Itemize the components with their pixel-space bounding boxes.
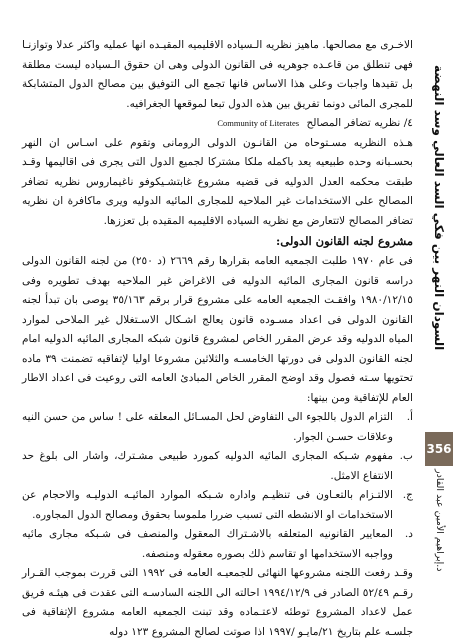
author-name: د.إبراهيم الأمين عبد القادر <box>434 468 445 572</box>
list-item-marker: ج. <box>402 489 413 501</box>
list-item-text: الالتـزام بالتعـاون فى تنظيـم واداره شـبكه الموارد المائيـه الدوليـه والاحجام عن الاستخدامات او الانشطه التى تسبب ضررا ملموسا بحقوق ومصالح الدول المجاوره. <box>22 489 393 521</box>
page-number: 356 <box>425 432 453 466</box>
list-item-marker: ب. <box>399 450 413 462</box>
principles-list <box>22 408 413 564</box>
list-item <box>22 408 413 447</box>
section-heading: مشروع لجنه القانون الدولى: <box>276 234 413 248</box>
book-title: السودان النهر بين فكي السد العالي وسد النهضة <box>432 64 446 351</box>
list-item <box>22 486 413 525</box>
subheading-arabic: ٤/ نظريه تضافر المصالح <box>306 117 413 129</box>
list-item <box>22 447 413 486</box>
list-item-marker: أ. <box>406 411 413 423</box>
side-strip <box>425 0 453 640</box>
page-body <box>22 36 413 642</box>
list-item-text: المعايير القانونيه المتعلقه بالاشـتراك المعقول والمنصف فى شـبكه مجارى مائيه وواجبه الاستخدامها او تقاسم ذلك بصوره معقوله ومنصفه. <box>22 528 393 560</box>
subheading-english: Community of Literates <box>217 118 300 128</box>
list-item-marker: د. <box>404 528 413 540</box>
list-item-text: التزام الدول باللجوء الى التفاوض لحل المسـائل المعلقه على ! ساس من حسن النيه وعلاقات حسـن الجوار. <box>22 411 393 443</box>
paragraph-3: فى عام ١٩٧٠ طلبت الجمعيه العامه بقرارها رقم ٢٦٦٩ (د ٢٥٠) من لجنه القانون الدولى دراسه قانون المجارى المائيه الدوليه فى الاغراض غير الملاحيه بهدف تطويره وفى ١٩٨٠/١٢/١٥ وافقـت الجمعيه العامه على مشروع قرار برقم ٣٥/١٦٣ يوصى بان تبدأ لجنه القانون الدولى فى اعداد مسـوده قانون يعالج اشـكال الاسـتغلال غير الملاحى لموارد المياه الدوليه وقد عرض المقرر الخاص لمشروع قانون شبكه المجارى المائيه الدوليه امام لجنه القانون الدولى فى دورتها الخامسـه والثلاثين مشروعا اوليا لإتفاقيه تضمنت ٣٩ ماده تحتويها سـته فصول وقد اوضح المقرر الخاص المبادئ العامه التى روعيت فى اعداد الاطار العام للإتفاقية ومن بينها: <box>22 255 413 404</box>
list-item-text: مفهوم شـبكه المجارى المائيه الدوليه كمورد طبيعى مشـترك، واشار الى بلوغ حد الانتفاع الامثل. <box>22 450 393 482</box>
subheading <box>22 114 413 134</box>
paragraph-1: الاخـرى مع مصالحها. ماهيز نظريه الـسياده الاقليميه المقيـده انها عمليه واكثر عدلا وتوازنـا فهى تنطلق من قاعـده جوهريه فى القانون الدولى وهى ان حقوق الـسياده ليست مطلقة بل تقيدها واجبات وعلى هذا الاساس فانها تجمع الى التوفيق بين مصالح الدول المتشابكة للمجرى المائى دونما تفريق بين هذه الدول تبعا لموقعها الجغرافيه. <box>22 39 413 110</box>
page-top-margin <box>0 0 453 10</box>
list-item <box>22 525 413 564</box>
paragraph-4: وقـد رفعت اللجنه مشروعها النهائى للجمعيـه العامه فى ١٩٩٢ التى قررت بموجب القـرار رقـم ٥٢/٤٩ الصادر فى ١٩٩٤/١٢/٩ احالته الى اللجنه السادسـه التى عقدت فى هيئـه فريق عمل لاعداد المشروع توطئه لاعتـماده وقد تبنت الجمعيه العامه مشروع الإتفاقية فى جلسـه علم بتاريخ ٢١/مايـو /١٩٩٧ اذا صوتت لصالح المشروع ١٢٣ دوله <box>22 567 413 638</box>
paragraph-2: هـذه النظريه مسـتوحاه من القانـون الدولى الرومانى وتقوم على اسـاس ان النهر بحسـبانه وحده طبيعيه يعد باكمله ملكا مشتركا لجميع الدول التى يجرى فى اقاليمها وقـد طبقت محكمه العدل الدوليه فى قضيه مشروع غابتشـيكوفو ناغيماروس نظريه تضافر المصالح على الاستخدامات غير الملاحيه للمجارى المائيه الدوليه ويرى ماكافرة ان نظريه تضافر المصالح لاتتعارض مع نظريه السياده الاقليميه المقيده بل تعززها. <box>22 136 413 227</box>
